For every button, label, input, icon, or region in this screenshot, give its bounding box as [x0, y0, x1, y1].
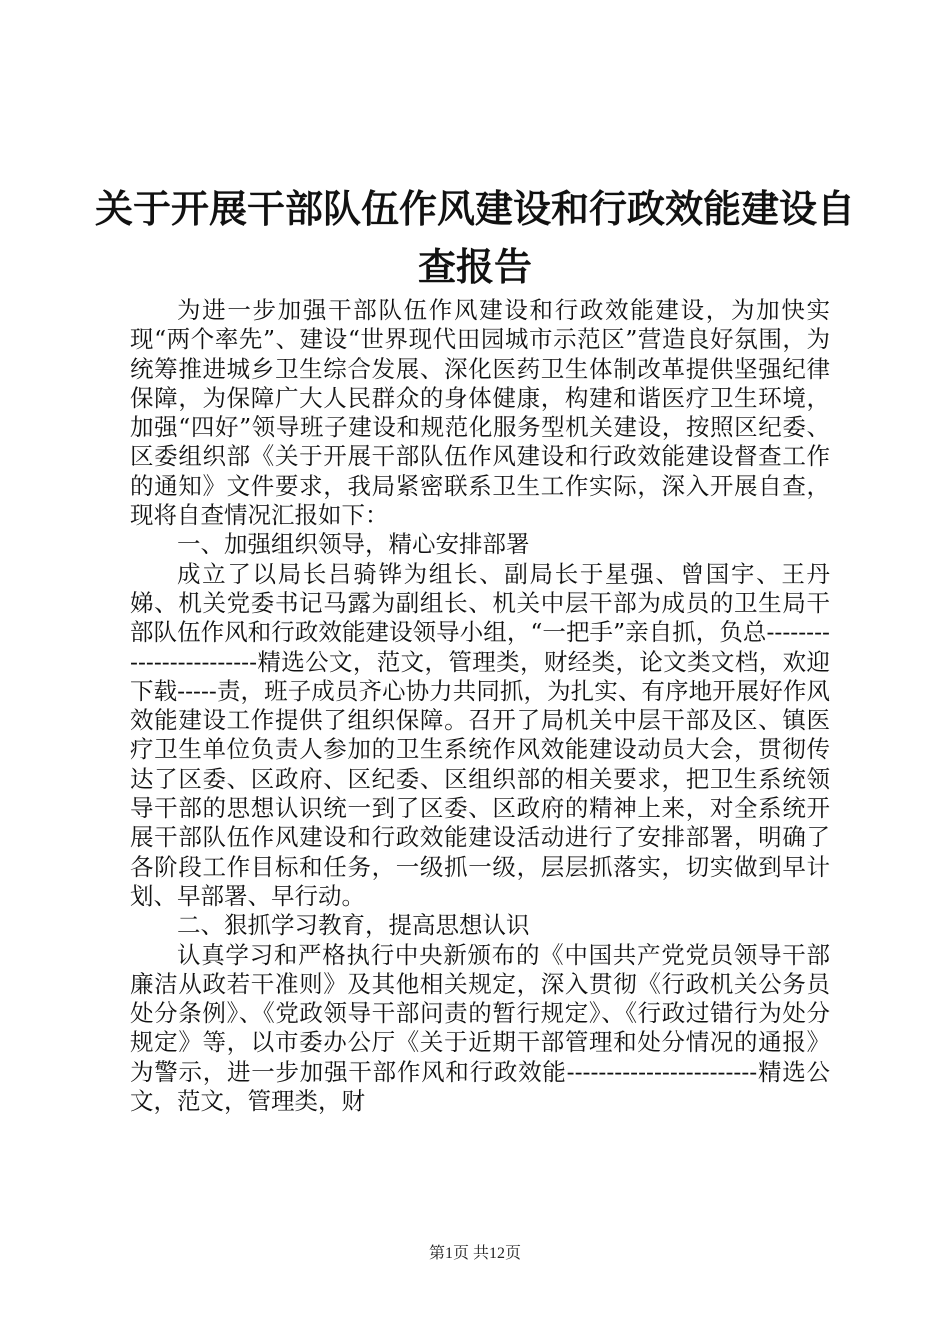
page-number-footer: 第1页 共12页 — [428, 1245, 521, 1262]
document-body — [130, 296, 830, 1116]
section-heading-2: 二、狠抓学习教育，提高思想认识 — [177, 911, 530, 940]
section-1-paragraph: 成立了以局长吕骑铧为组长、副局长于星强、曾国宇、王丹娣、机关党委书记马露为副组长、机关中层干部为成员的卫生局干部队伍作风和行政效能建设领导小组，“一把手”亲自抓，负总------------------------精选公文，范文，管理类，财经类，论文类文档，欢迎下载-----责，班子成员齐心协力共同抓，为扎实、有序地开展好作风效能建设工作提供了组织保障。召开了局机关中层干部及区、镇医疗卫生单位负责人参加的卫生系统作风效能建设动员大会，贯彻传达了区委、区政府、区纪委、区组织部的相关要求，把卫生系统领导干部的思想认识统一到了区委、区政府的精神上来，对全系统开展干部队伍作风建设和行政效能建设活动进行了安排部署，明确了各阶段工作目标和任务，一级抓一级，层层抓落实，切实做到早计划、早部署、早行动。 — [130, 559, 830, 910]
section-2-paragraph: 认真学习和严格执行中央新颁布的《中国共产党党员领导干部廉洁从政若干准则》及其他相关规定，深入贯彻《行政机关公务员处分条例》、《党政领导干部问责的暂行规定》、《行政过错行为处分规定》等，以市委办公厅《关于近期干部管理和处分情况的通报》为警示，进一步加强干部作风和行政效能------------------------精选公文，范文，管理类，财 — [130, 940, 830, 1116]
document-title-line-2: 查报告 — [417, 244, 532, 289]
section-heading-1: 一、加强组织领导，精心安排部署 — [177, 530, 530, 559]
document-title-line-1: 关于开展干部队伍作风建设和行政效能建设自 — [94, 186, 855, 231]
intro-paragraph: 为进一步加强干部队伍作风建设和行政效能建设，为加快实现“两个率先”、建设“世界现代田园城市示范区”营造良好氛围，为统筹推进城乡卫生综合发展、深化医药卫生体制改革提供坚强纪律保障，为保障广大人民群众的身体健康，构建和谐医疗卫生环境，加强“四好”领导班子建设和规范化服务型机关建设，按照区纪委、区委组织部《关于开展干部队伍作风建设和行政效能建设督查工作的通知》文件要求，我局紧密联系卫生工作实际，深入开展自查，现将自查情况汇报如下： — [130, 296, 830, 530]
